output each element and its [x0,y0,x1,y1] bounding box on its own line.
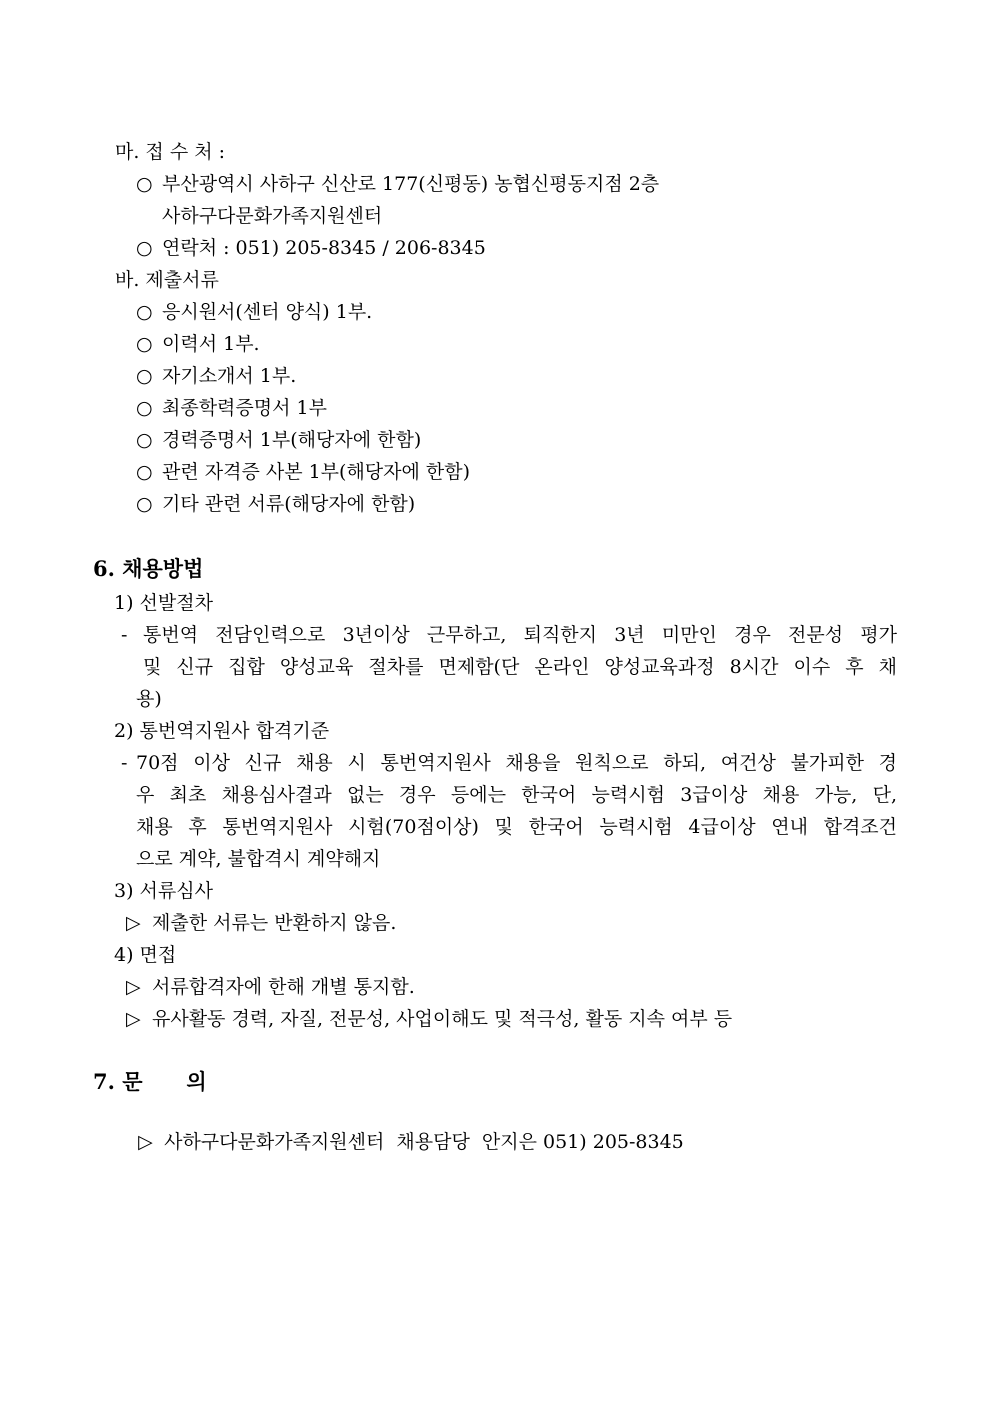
documents-heading: 바. 제출서류 [115,269,219,291]
circle-bullet-icon: ○ [136,429,153,451]
pass-criteria-line: 70점 이상 신규 채용 시 통번역지원사 채용을 원칙으로 하되, 여건상 불가피한 경 [136,752,897,774]
inquiry-heading: 7. 문 의 [93,1069,207,1094]
circle-bullet-icon: ○ [136,365,153,387]
hiring-method-heading: 6. 채용방법 [93,556,204,581]
document-item: ○ 최종학력증명서 1부 [136,397,327,419]
triangle-right-icon: ▷ [126,1008,141,1030]
document-item: ○ 이력서 1부. [136,333,260,355]
document-item: ○ 기타 관련 서류(해당자에 한함) [136,493,416,515]
list-dash: - [121,624,128,646]
document-item: ○ 경력증명서 1부(해당자에 한함) [136,429,422,451]
reception-heading: 마. 접 수 처 : [115,141,226,163]
document-review-item: ▷ 제출한 서류는 반환하지 않음. [126,912,397,934]
address-line-2: 사하구다문화가족지원센터 [162,205,383,227]
circle-bullet-icon: ○ [136,461,153,483]
circle-bullet-icon: ○ [136,237,153,259]
pass-criteria-line: 우 최초 채용심사결과 없는 경우 등에는 한국어 능력시험 3급이상 채용 가능, 단, [136,784,897,806]
circle-bullet-icon: ○ [136,333,153,355]
pass-criteria-line: 으로 계약, 불합격시 계약해지 [136,848,381,870]
inquiry-contact: ▷ 사하구다문화가족지원센터 채용담당 안지은 051) 205-8345 [138,1131,684,1153]
address-line-1: ○ 부산광역시 사하구 신산로 177(신평동) 농협신평동지점 2층 [136,173,660,195]
interview-title: 4) 면접 [114,944,177,966]
selection-process-title: 1) 선발절차 [114,592,213,614]
selection-process-line: 및 신규 집합 양성교육 절차를 면제함(단 온라인 양성교육과정 8시간 이수 후 채 [143,656,897,678]
circle-bullet-icon: ○ [136,173,153,195]
pass-criteria-title: 2) 통번역지원사 합격기준 [114,720,330,742]
document-review-title: 3) 서류심사 [114,880,213,902]
list-dash: - [121,752,128,774]
circle-bullet-icon: ○ [136,301,153,323]
circle-bullet-icon: ○ [136,493,153,515]
triangle-right-icon: ▷ [126,976,141,998]
pass-criteria-line: 채용 후 통번역지원사 시험(70점이상) 및 한국어 능력시험 4급이상 연내 합격조건 [136,816,897,838]
interview-item: ▷ 서류합격자에 한해 개별 통지함. [126,976,415,998]
triangle-right-icon: ▷ [126,912,141,934]
selection-process-line: 용) [136,688,162,710]
triangle-right-icon: ▷ [138,1131,153,1153]
contact-line: ○ 연락처 : 051) 205-8345 / 206-8345 [136,237,486,259]
selection-process-line: 통번역 전담인력으로 3년이상 근무하고, 퇴직한지 3년 미만인 경우 전문성 평가 [143,624,897,646]
document-item: ○ 자기소개서 1부. [136,365,297,387]
document-item: ○ 응시원서(센터 양식) 1부. [136,301,373,323]
document-item: ○ 관련 자격증 사본 1부(해당자에 한함) [136,461,471,483]
interview-item: ▷ 유사활동 경력, 자질, 전문성, 사업이해도 및 적극성, 활동 지속 여부 등 [126,1008,733,1030]
circle-bullet-icon: ○ [136,397,153,419]
